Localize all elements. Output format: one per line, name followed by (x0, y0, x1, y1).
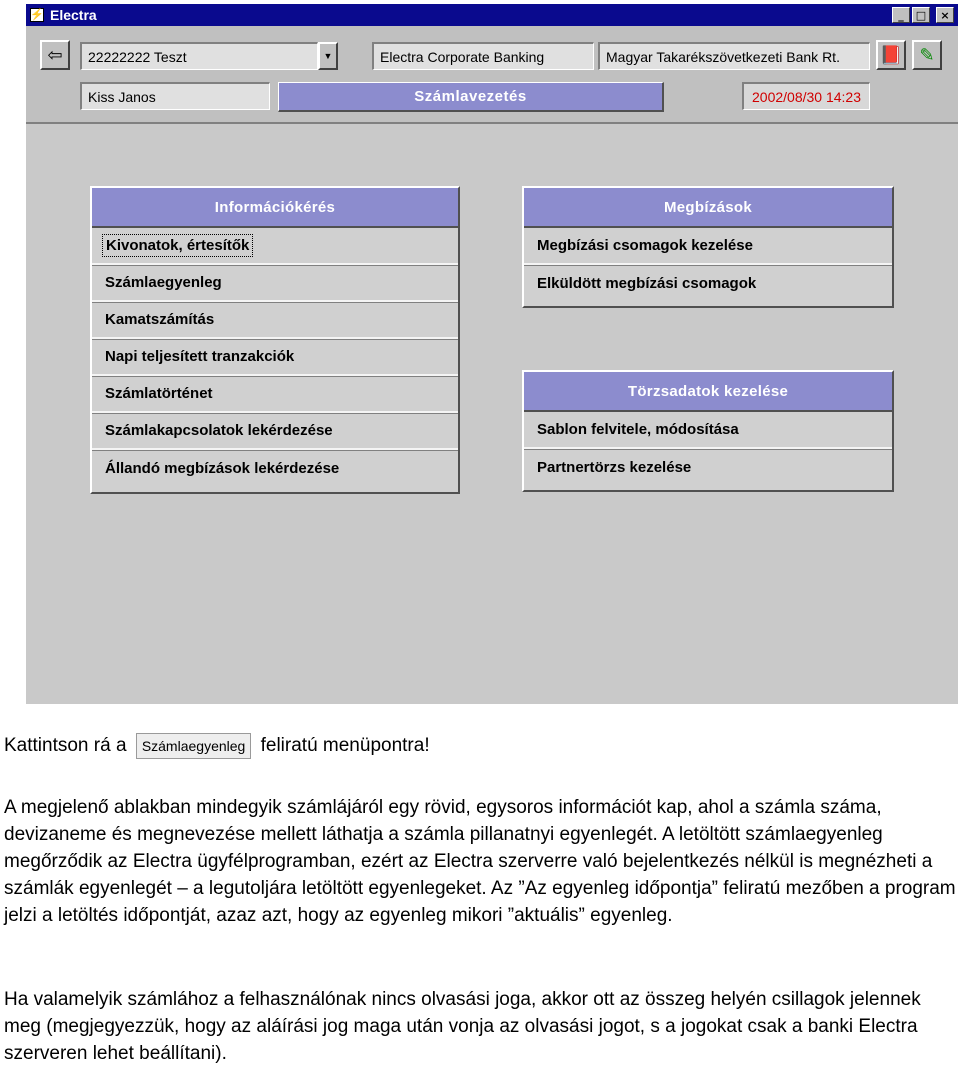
menu-item-label: Számlaegyenleg (105, 274, 222, 291)
menu-item-templates[interactable] (524, 412, 892, 449)
bank-field: Magyar Takarékszövetkezeti Bank Rt. (598, 42, 870, 70)
window-title: Electra (50, 7, 97, 23)
orders-panel-title: Megbízások (524, 188, 892, 228)
menu-item-account-links[interactable] (92, 413, 458, 450)
menu-item-sent-packages[interactable] (524, 265, 892, 302)
menu-item-label: Számlatörténet (105, 385, 213, 402)
menu-item-order-packages[interactable] (524, 228, 892, 265)
info-panel-title: Információkérés (92, 188, 458, 228)
menu-item-interest[interactable] (92, 302, 458, 339)
orders-panel (522, 186, 894, 308)
account-dropdown-button[interactable] (318, 42, 338, 70)
master-data-panel-title: Törzsadatok kezelése (524, 372, 892, 412)
exit-button[interactable] (40, 40, 70, 70)
permissions-paragraph: Ha valamelyik számlához a felhasználónak nincs olvasási joga, akkor ott az összeg helyén csillagok jelennek meg (megjegyezzük, hogy az aláírási jog maga után vonja az olvasási jogot, s a jogokat csak a banki Electra szerveren lehet beállítani). (4, 989, 921, 1064)
menu-item-account-history[interactable] (92, 376, 458, 413)
sign-button[interactable] (912, 40, 942, 70)
description-paragraph: A megjelenő ablakban mindegyik számlájáról egy rövid, egysoros információt kap, ahol a számla száma, devizaneme és megnevezése mellett láthatja a számla pillanatnyi egyenlegét. A letöltött számlaegyenleg megőrződik az Electra ügyfélprogramban, ezért az Electra szerverre való bejelentkezés nélkül is megnézheti a számlák egyenlegét – a legutoljára letöltött egyenlegeket. Az ”Az egyenleg időpontja” feliratú mezőben a program jelzi a letöltés időpontját, azaz azt, hogy az egyenleg mikori ”aktuális” egyenleg. (4, 797, 956, 926)
menu-item-balance[interactable] (92, 265, 458, 302)
balance-button-reference: Számlaegyenleg (136, 733, 252, 759)
menu-item-partners[interactable] (524, 449, 892, 486)
product-field: Electra Corporate Banking (372, 42, 594, 70)
book-button[interactable] (876, 40, 906, 70)
green-sign-icon: ✎ (919, 44, 935, 66)
electra-app-icon: ⚡ (30, 8, 44, 21)
account-select[interactable]: 22222222 Teszt (80, 42, 318, 70)
master-data-panel (522, 370, 894, 492)
menu-item-label: Elküldött megbízási csomagok (537, 275, 757, 292)
header-bar (26, 26, 958, 124)
menu-item-label: Napi teljesített tranzakciók (105, 348, 295, 365)
menu-item-label: Megbízási csomagok kezelése (537, 237, 753, 254)
exit-door-icon: ⇦ (47, 44, 63, 66)
maximize-button[interactable]: □ (912, 7, 930, 23)
chevron-down-icon: ▼ (323, 51, 333, 61)
instruction-text-after: feliratú menüpontra! (260, 735, 430, 756)
window-titlebar (26, 4, 958, 26)
menu-item-label: Kivonatok, értesítők (102, 234, 253, 257)
menu-item-daily-transactions[interactable] (92, 339, 458, 376)
minimize-button[interactable]: _ (892, 7, 910, 23)
info-panel (90, 186, 460, 494)
menu-item-label: Számlakapcsolatok lekérdezése (105, 422, 333, 439)
instruction-line (4, 732, 956, 759)
section-banner: Számlavezetés (278, 82, 664, 112)
app-screenshot (26, 4, 958, 704)
menu-item-label: Kamatszámítás (105, 311, 215, 328)
red-book-icon: 📕 (879, 44, 903, 66)
close-button[interactable]: × (936, 7, 954, 23)
menu-item-statements[interactable] (92, 228, 458, 265)
menu-item-label: Sablon felvitele, módosítása (537, 421, 739, 438)
user-field: Kiss Janos (80, 82, 270, 110)
menu-item-standing-orders[interactable] (92, 450, 458, 487)
menu-item-label: Állandó megbízások lekérdezése (105, 460, 340, 477)
datetime-field: 2002/08/30 14:23 (742, 82, 870, 110)
menu-item-label: Partnertörzs kezelése (537, 459, 692, 476)
instruction-text-before: Kattintson rá a (4, 735, 127, 756)
